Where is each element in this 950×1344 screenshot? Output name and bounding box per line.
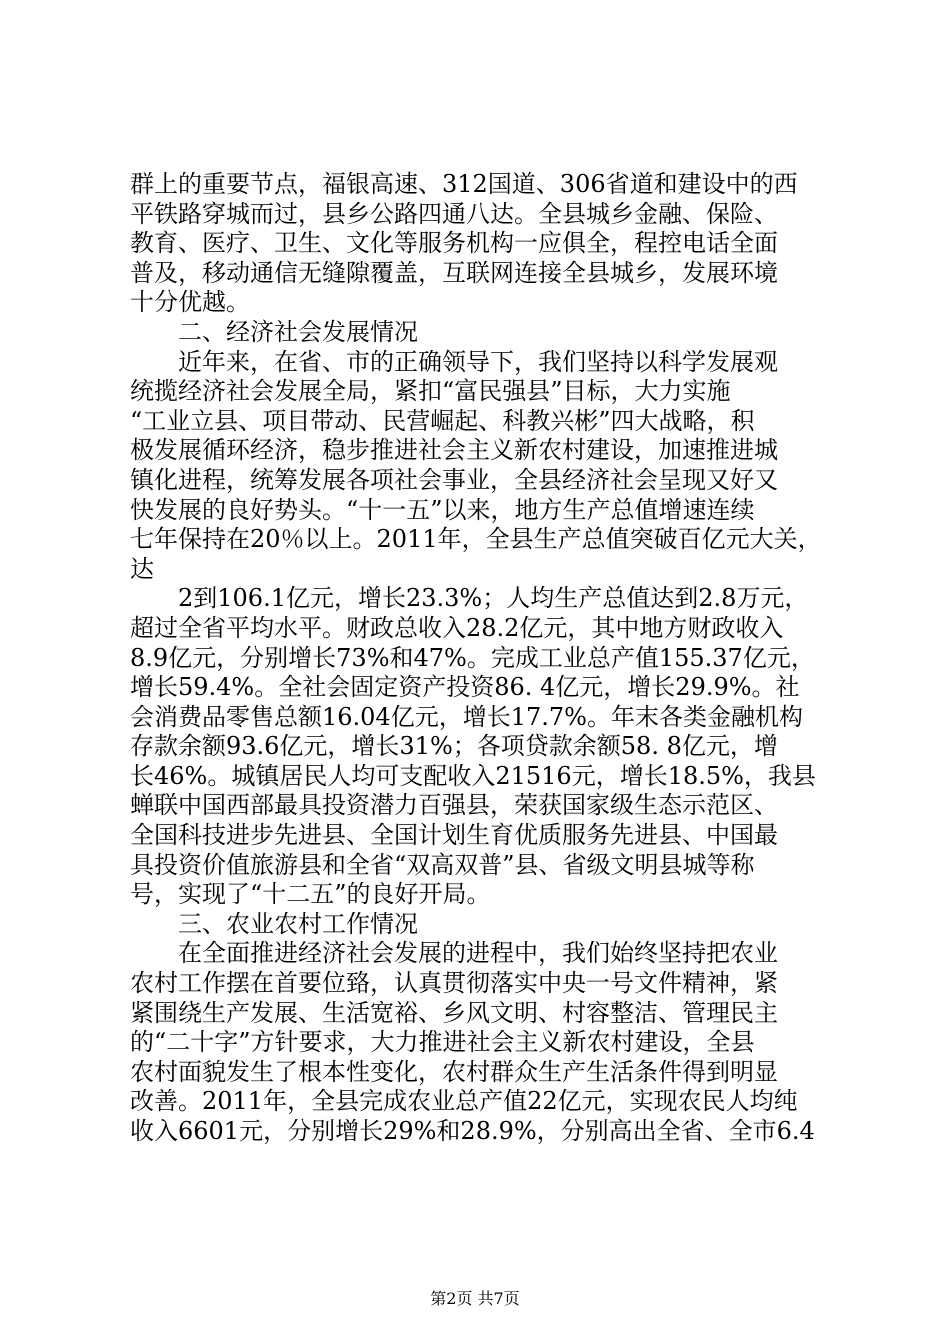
text-line: 改善。2011年，全县完成农业总产值22亿元，实现农民人均纯 [130,1087,798,1116]
text-line: 存款余额93.6亿元，增长31%；各项贷款余额58. 8亿元，增 [130,732,778,761]
text-line: 农村面貌发生了根本性变化，农村群众生产生活条件得到明显 [130,1057,778,1086]
text-line: 达 [130,554,154,583]
text-line: 镇化进程，统筹发展各项社会事业，全县经济社会呈现又好又 [130,465,778,494]
text-line: 会消费品零售总额16.04亿元，增长17.7%。年末各类金融机构 [130,702,803,731]
text-line: 8.9亿元，分别增长73%和47%。完成工业总产值155.37亿元， [130,643,815,672]
text-line: 蝉联中国西部最具投资潜力百强县，荣获国家级生态示范区、 [130,791,778,820]
text-line: 群上的重要节点，福银高速、312国道、306省道和建设中的西 [130,170,798,198]
text-line: 七年保持在20％以上。2011年，全县生产总值突破百亿元大关， [130,525,822,554]
text-line: 具投资价值旅游县和全省“双高双普”县、省级文明县城等称 [130,850,755,879]
page-number-footer: 第2页 共7页 [430,1289,520,1308]
text-line: 长46%。城镇居民人均可支配收入21516元，增长18.5%，我县 [130,761,816,790]
body-text [130,170,830,1147]
text-line: 超过全省平均水平。财政总收入28.2亿元，其中地方财政收入 [130,613,784,642]
text-line: 农村工作摆在首要位臵，认真贯彻落实中央一号文件精神，紧 [130,969,778,998]
text-line: “工业立县、项目带动、民营崛起、科教兴彬”四大战略，积 [130,406,755,435]
text-line: 普及，移动通信无缝隙覆盖，互联网连接全县城乡，发展环境 [130,258,778,287]
text-line: 增长59.4%。全社会固定资产投资86. 4亿元，增长29.9%。社 [130,673,800,702]
text-line: 全国科技进步先进县、全国计划生育优质服务先进县、中国最 [130,821,778,850]
text-line: 的“二十字”方针要求，大力推进社会主义新农村建设，全县 [130,1028,755,1057]
text-line: 近年来，在省、市的正确领导下，我们坚持以科学发展观 [178,347,778,376]
text-line: 号，实现了“十二五”的良好开局。 [130,880,491,909]
text-line: 2到106.1亿元，增长23.3%；人均生产总值达到2.8万元， [178,584,809,613]
text-line: 统揽经济社会发展全局，紧扣“富民强县”目标，大力实施 [130,377,731,406]
section-heading: 二、经济社会发展情况 [178,317,418,346]
text-line: 在全面推进经济社会发展的进程中，我们始终坚持把农业 [178,939,778,968]
text-line: 收入6601元，分别增长29%和28.9%，分别高出全省、全市6.4 [130,1117,815,1145]
text-line: 教育、医疗、卫生、文化等服务机构一应俱全，程控电话全面 [130,229,778,258]
section-heading: 三、农业农村工作情况 [178,909,418,938]
text-line: 快发展的良好势头。“十一五”以来，地方生产总值增速连续 [130,495,755,524]
text-line: 十分优越。 [130,288,250,317]
text-line: 紧围绕生产发展、生活宽裕、乡风文明、村容整洁、管理民主 [130,998,778,1027]
text-line: 平铁路穿城而过，县乡公路四通八达。全县城乡金融、保险、 [130,199,778,228]
text-line: 极发展循环经济，稳步推进社会主义新农村建设，加速推进城 [130,436,778,465]
